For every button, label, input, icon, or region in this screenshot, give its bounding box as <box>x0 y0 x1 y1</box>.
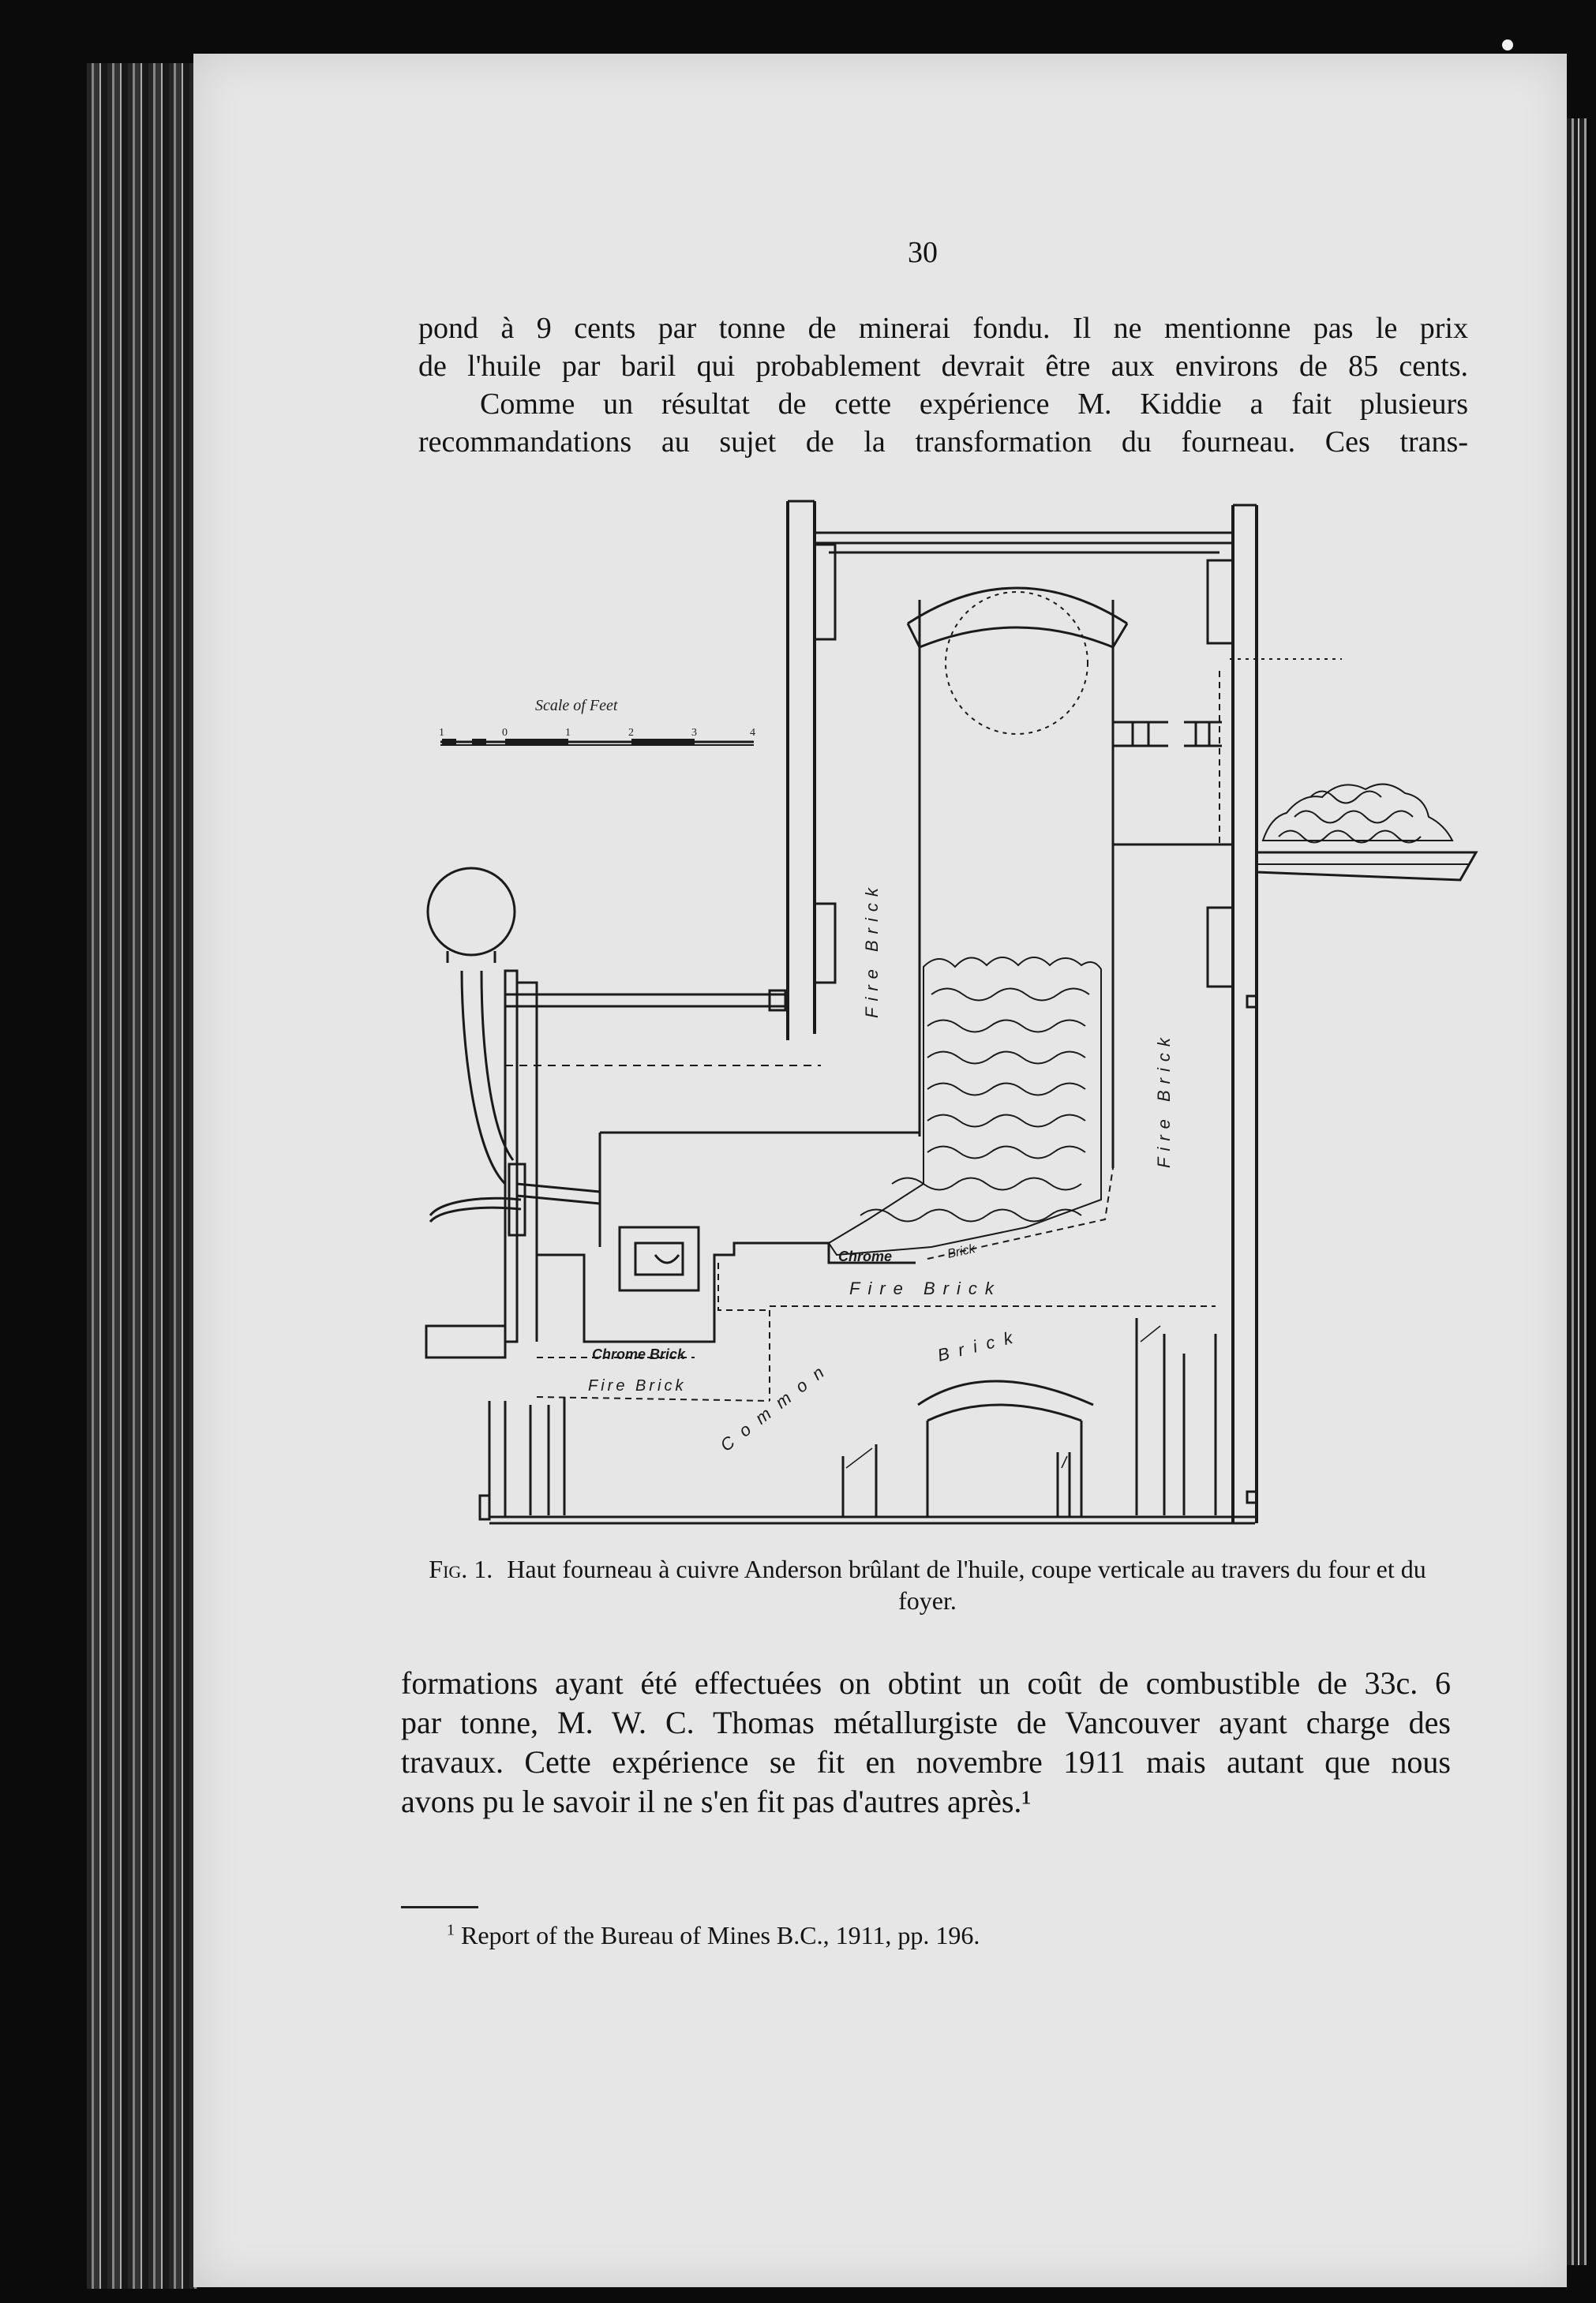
text-line: de l'huile par baril qui probablement devrait être aux environs de 85 cents. <box>418 350 1468 383</box>
ore-charge <box>829 785 1452 1255</box>
text-line: par tonne, M. W. C. Thomas métallurgiste de Vancouver ayant charge des <box>401 1705 1451 1740</box>
figure-caption <box>403 1553 1452 1616</box>
caption-lead: Fig. 1. <box>429 1555 493 1583</box>
paragraph-bottom <box>401 1664 1451 1822</box>
text-line: avons pu le savoir il ne s'en fit pas d'autres après.¹ <box>401 1784 1032 1819</box>
label-common: Common <box>716 1355 837 1455</box>
scale-tick: 4 <box>750 727 755 739</box>
footnote <box>447 1921 980 1950</box>
scale-tick: 0 <box>502 727 508 739</box>
label-brick: Brick <box>946 1241 977 1261</box>
scale-tick: 2 <box>628 727 634 739</box>
text-line: recommandations au sujet de la transformation du fourneau. Ces trans- <box>418 425 1468 459</box>
label-fire-brick-upper: Fire Brick <box>862 882 882 1018</box>
label-chrome: Chrome <box>838 1249 893 1264</box>
label-fire-brick-right: Fire Brick <box>1154 1032 1174 1168</box>
caption-text: Haut fourneau à cuivre Anderson brûlant de l'huile, coupe verticale au travers du four et du foyer. <box>507 1555 1426 1615</box>
label-chrome-brick: Chrome Brick <box>592 1346 686 1362</box>
label-fire-brick-hearth: Fire Brick <box>849 1279 1002 1298</box>
text-line: formations ayant été effectuées on obtint un coût de combustible de 33c. 6 <box>401 1665 1451 1701</box>
scale-tick: 1 <box>565 727 571 739</box>
label-fire-brick-lower: Fire Brick <box>588 1377 687 1395</box>
footnote-marker: 1 <box>447 1921 455 1939</box>
scale-tick: 3 <box>691 727 697 739</box>
footnote-rule <box>401 1906 478 1908</box>
label-brick-lower: Brick <box>935 1325 1024 1365</box>
text-line: pond à 9 cents par tonne de minerai fondu. Il ne mentionne pas le prix <box>418 312 1468 345</box>
scale-title: Scale of Feet <box>535 697 618 714</box>
text-line: travaux. Cette expérience se fit en novembre 1911 mais autant que nous <box>401 1744 1451 1780</box>
footnote-text: Report of the Bureau of Mines B.C., 1911, pp. 196. <box>461 1921 980 1949</box>
text-line: Comme un résultat de cette expérience M. Kiddie a fait plusieurs <box>480 388 1468 421</box>
scale-tick: 1 <box>439 727 444 739</box>
page-number: 30 <box>908 236 938 269</box>
